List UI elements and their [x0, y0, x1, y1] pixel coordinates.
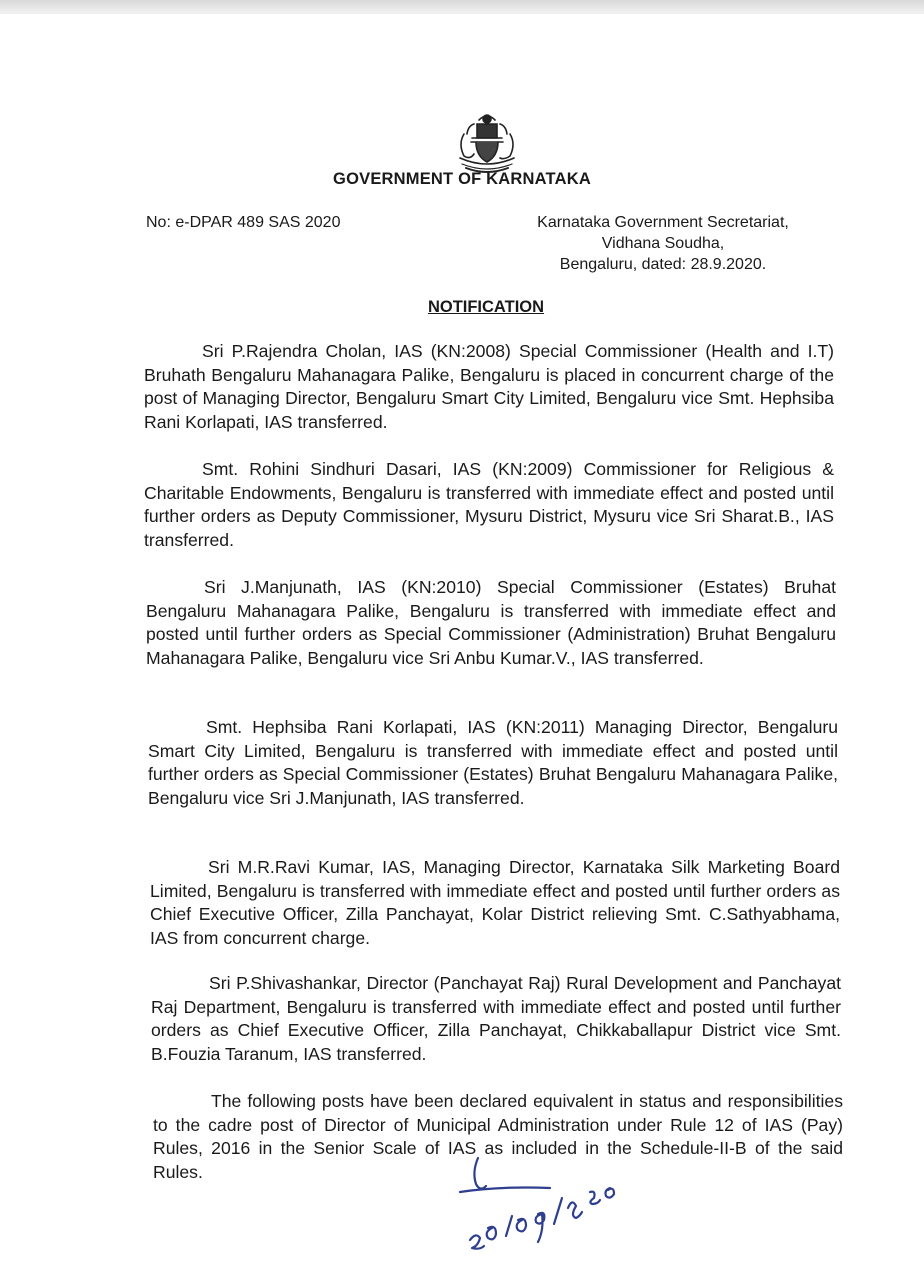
notification-title: NOTIFICATION — [427, 298, 545, 316]
notification-paragraph-1: Sri P.Rajendra Cholan, IAS (KN:2008) Special Commissioner (Health and I.T) Bruhath Bengaluru Mahanagara Palike, Bengaluru is placed in concurrent charge of the post of Managing Director, Bengaluru Smart City Limited, Bengaluru vice Smt. Hephsiba Rani Korlapati, IAS transferred. — [144, 341, 834, 432]
notification-paragraph-3: Sri J.Manjunath, IAS (KN:2010) Special Commissioner (Estates) Bruhat Bengaluru Mahanagara Palike, Bengaluru is transferred with immediate effect and posted until further orders as Special Commissioner (Administration) Bruhat Bengaluru Mahanagara Palike, Bengaluru vice Sri Anbu Kumar.V., IAS transferred. — [146, 577, 836, 668]
notification-paragraph-2: Smt. Rohini Sindhuri Dasari, IAS (KN:2009) Commissioner for Religious & Charitable Endowments, Bengaluru is transferred with immediate effect and posted until further orders as Deputy Commissioner, Mysuru District, Mysuru vice Sri Sharat.B., IAS transferred. — [144, 459, 834, 550]
government-title: GOVERNMENT OF KARNATAKA — [333, 170, 591, 188]
notification-paragraph-4: Smt. Hephsiba Rani Korlapati, IAS (KN:2011) Managing Director, Bengaluru Smart City Limited, Bengaluru is transferred with immediate effect and posted until further orders as Special Commissioner (Estates) Bruhat Bengaluru Mahanagara Palike, Bengaluru vice Sri J.Manjunath, IAS transferred. — [148, 717, 838, 808]
issuing-address — [500, 212, 826, 275]
notification-paragraph-6: Sri P.Shivashankar, Director (Panchayat Raj) Rural Development and Panchayat Raj Department, Bengaluru is transferred with immediate effect and posted until further orders as Chief Executive Officer, Zilla Panchayat, Chikkaballapur District vice Smt. B.Fouzia Taranum, IAS transferred. — [151, 973, 841, 1064]
top-edge-bar — [0, 0, 924, 14]
address-line: Bengaluru, dated: 28.9.2020. — [559, 256, 767, 273]
state-emblem-icon — [452, 112, 522, 174]
notification-paragraph-5: Sri M.R.Ravi Kumar, IAS, Managing Director, Karnataka Silk Marketing Board Limited, Bengaluru is transferred with immediate effect and posted until further orders as Chief Executive Officer, Zilla Panchayat, Kolar District relieving Smt. C.Sathyabhama, IAS from concurrent charge. — [150, 857, 840, 948]
handwritten-signature — [440, 1150, 640, 1260]
notification-paragraph-7: The following posts have been declared equivalent in status and responsibilities to the cadre post of Director of Municipal Administration under Rule 12 of IAS (Pay) Rules, 2016 in the Senior Scale of IAS as included in the Schedule-II-B of the said Rules. — [153, 1091, 843, 1182]
address-line: Vidhana Soudha, — [601, 235, 725, 252]
address-line: Karnataka Government Secretariat, — [537, 214, 789, 231]
reference-number: No: e-DPAR 489 SAS 2020 — [146, 214, 341, 231]
